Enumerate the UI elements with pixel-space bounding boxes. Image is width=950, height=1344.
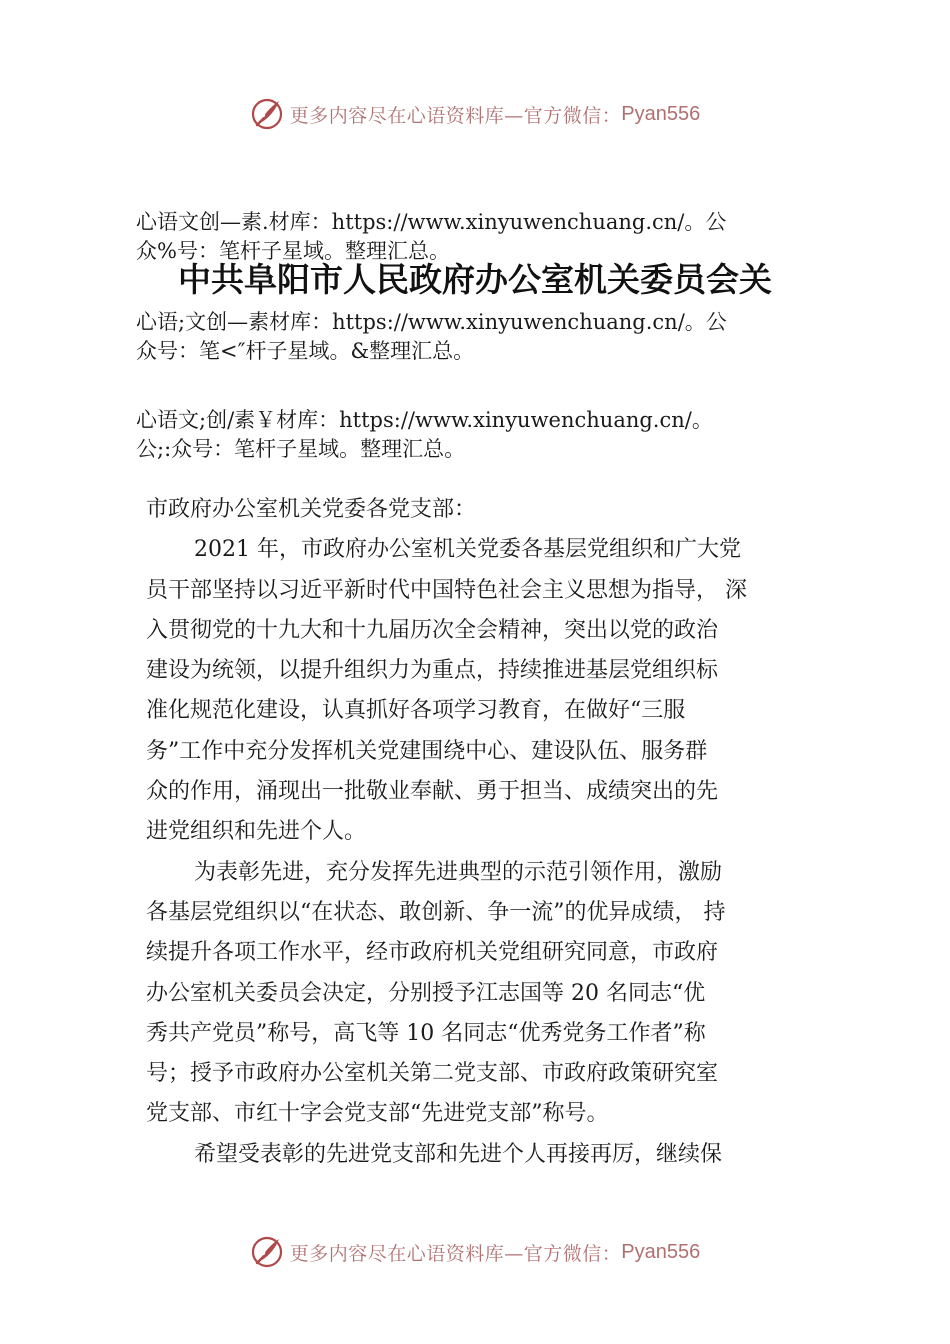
paragraph-line: 为表彰先进，充分发挥先进典型的示范引领作用，激励 — [194, 859, 723, 885]
watermark-line: 心语文创—素.材库：https://www.xinyuwenchuang.cn/。公 — [136, 210, 727, 234]
paragraph-line: 进党组织和先进个人。 — [146, 819, 367, 845]
feather-pen-logo-icon — [250, 97, 284, 131]
salutation: 市政府办公室机关党委各党支部： — [146, 497, 477, 522]
header-banner — [0, 94, 950, 134]
watermark-block — [136, 406, 826, 464]
watermark-line: 众%号：笔杆子星域。整理汇总。 — [136, 239, 450, 263]
paragraph-line: 员干部坚持以习近平新时代中国特色社会主义思想为指导， 深 — [146, 577, 747, 603]
watermark-line: 心语;文创—素材库：https://www.xinyuwenchuang.cn/。公 — [136, 310, 727, 334]
paragraph-line: 号；授予市政府办公室机关第二党支部、市政府政策研究室 — [146, 1061, 719, 1087]
watermark-line: 心语文;创/素￥材库：https://www.xinyuwenchuang.cn/。 — [136, 408, 713, 432]
document-body — [146, 490, 812, 1175]
paragraph-line: 建设为统领，以提升组织力为重点，持续推进基层党组织标 — [146, 658, 719, 684]
banner-content — [250, 1235, 700, 1269]
paragraph-line: 务”工作中充分发挥机关党建围绕中心、建设队伍、服务群 — [146, 738, 708, 764]
paragraph-line: 入贯彻党的十九大和十九届历次全会精神，突出以党的政治 — [146, 617, 719, 643]
banner-text: 更多内容尽在心语资料库—官方微信： — [289, 1242, 622, 1265]
paragraph-line: 办公室机关委员会决定，分别授予江志国等 20 名同志“优 — [146, 980, 706, 1006]
watermark-block — [136, 308, 826, 366]
banner-content — [250, 97, 700, 131]
paragraph-line: 众的作用，涌现出一批敬业奉献、勇于担当、成绩突出的先 — [146, 779, 719, 805]
banner-wechat-id: Pyan556 — [621, 1240, 701, 1263]
banner-wechat-id: Pyan556 — [621, 102, 701, 125]
watermark-line: 众号：笔<″杆子星域。&整理汇总。 — [136, 339, 475, 363]
paragraph-line: 续提升各项工作水平，经市政府机关党组研究同意，市政府 — [146, 940, 719, 966]
watermark-line: 公;:众号：笔杆子星域。整理汇总。 — [136, 437, 466, 461]
footer-banner — [0, 1232, 950, 1272]
paragraph-line: 希望受表彰的先进党支部和先进个人再接再厉，继续保 — [194, 1141, 723, 1167]
paragraph — [146, 853, 812, 1135]
banner-text: 更多内容尽在心语资料库—官方微信： — [289, 104, 622, 127]
paragraph-line: 2021 年，市政府办公室机关党委各基层党组织和广大党 — [194, 537, 741, 563]
document-title: 中共阜阳市人民政府办公室机关委员会关 — [178, 260, 772, 299]
paragraph-line: 各基层党组织以“在状态、敢创新、争一流”的优异成绩， 持 — [146, 899, 726, 925]
paragraph — [146, 1135, 812, 1175]
paragraph-line: 秀共产党员”称号，高飞等 10 名同志“优秀党务工作者”称 — [146, 1020, 706, 1046]
paragraph — [146, 530, 812, 852]
paragraph-line: 准化规范化建设，认真抓好各项学习教育，在做好“三服 — [146, 698, 686, 724]
feather-pen-logo-icon — [250, 1235, 284, 1269]
paragraph-line: 党支部、市红十字会党支部“先进党支部”称号。 — [146, 1101, 609, 1127]
